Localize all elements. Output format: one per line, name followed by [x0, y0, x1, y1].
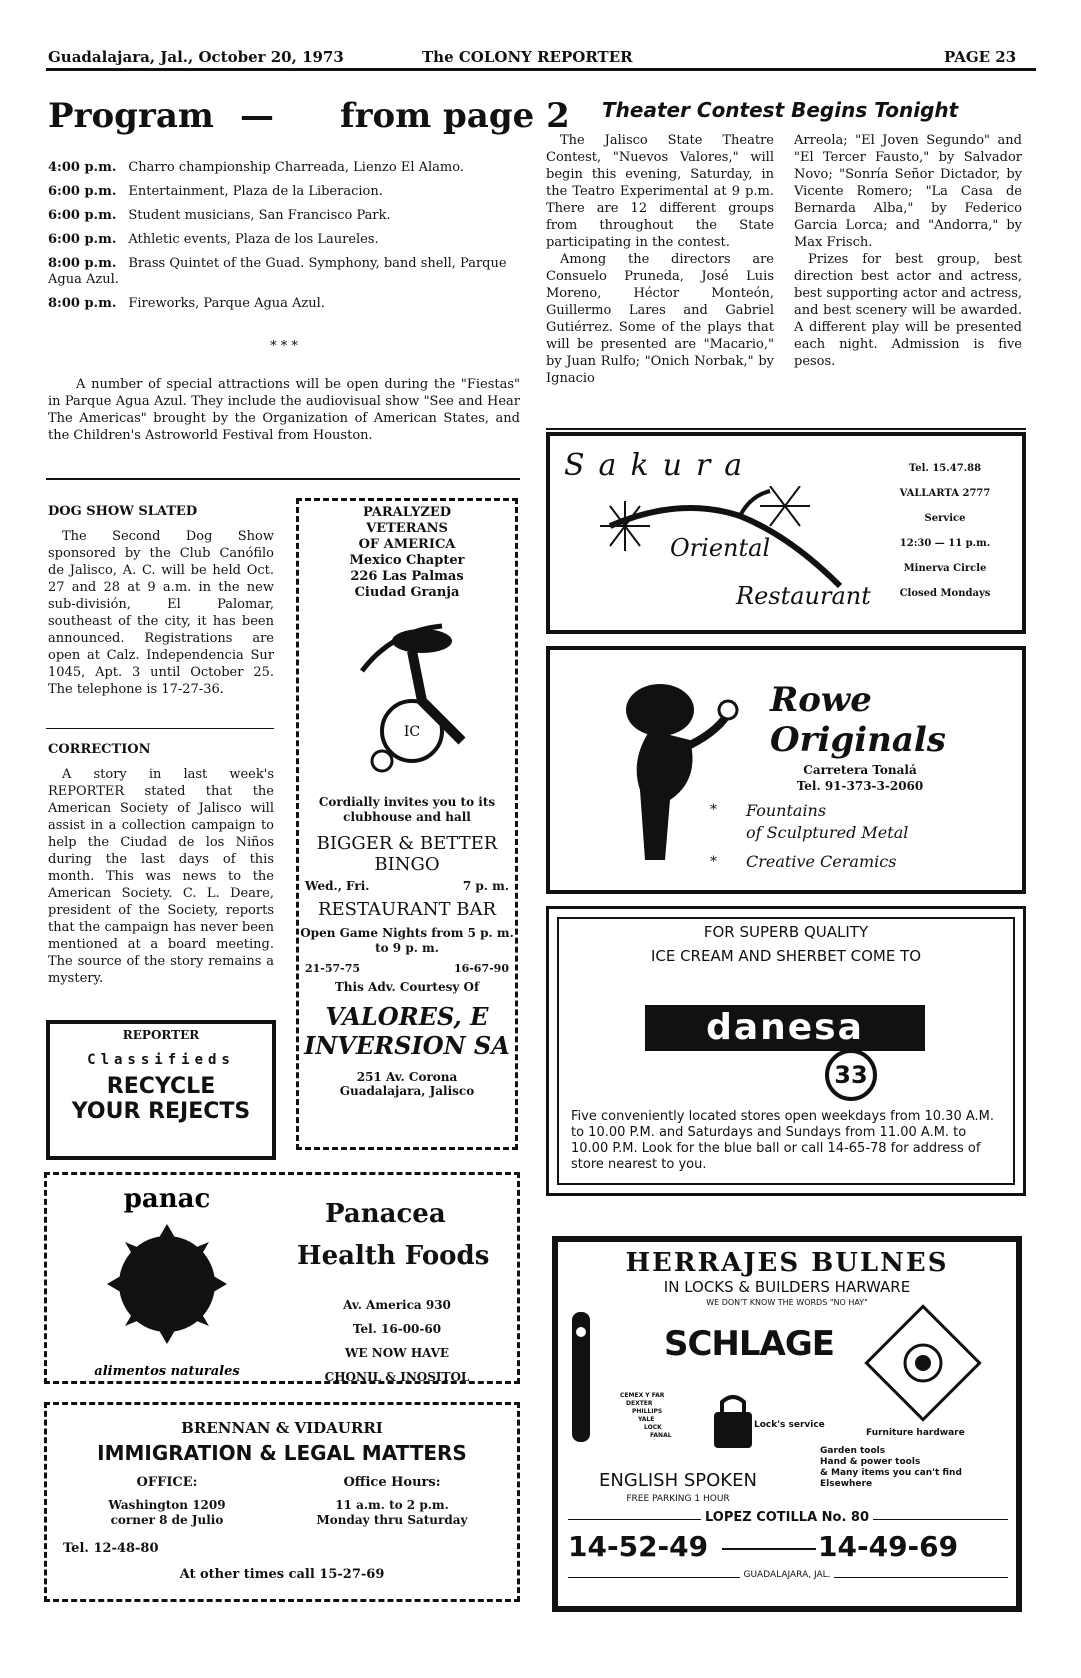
program-item-text: Entertainment, Plaza de la Liberacion. — [128, 184, 383, 199]
veterans-addr1: 251 Av. Corona — [356, 1070, 458, 1084]
panacea-address: Av. America 930 — [343, 1298, 451, 1312]
key-icon — [566, 1312, 596, 1442]
danesa-number: 33 — [825, 1049, 877, 1101]
program-item-text: Charro championship Charreada, Lienzo El Alamo. — [128, 160, 464, 175]
program-item-time: 6:00 p.m. — [48, 208, 117, 223]
program-item — [48, 160, 520, 176]
brennan-hours2: Monday thru Saturday — [316, 1513, 468, 1527]
brand-name: LOCK — [644, 1424, 662, 1431]
herrajes-brand: SCHLAGE — [663, 1324, 834, 1364]
veterans-open: Open Game Nights from 5 p. m. to 9 p. m. — [300, 926, 514, 955]
theater-col2 — [794, 132, 1022, 370]
program-item-time: 8:00 p.m. — [48, 256, 117, 271]
herrajes-sub: IN LOCKS & BUILDERS HARWARE — [663, 1278, 911, 1296]
classifieds-recycle: RECYCLE — [106, 1074, 216, 1099]
sakura-street: VALLARTA 2777 — [899, 488, 991, 499]
divider — [46, 478, 520, 480]
herrajes-phone2: 14-49-69 — [818, 1530, 959, 1563]
herrajes-garden1: Garden tools — [820, 1446, 886, 1456]
rowe-bullet1: * — [710, 802, 717, 818]
rowe-ad — [546, 646, 1026, 894]
sakura-service: Service — [924, 513, 966, 524]
veterans-l6: Ciudad Granja — [354, 585, 460, 600]
program-item — [48, 184, 520, 200]
program-item — [48, 208, 520, 224]
sakura-name: Sakura — [564, 448, 757, 483]
rowe-bullet2: * — [710, 854, 717, 870]
rowe-tel: Tel. 91-373-3-2060 — [796, 779, 924, 793]
theater-col2-p1: Arreola; "El Joven Segundo" and "El Tercer Fausto," by Salvador Novo; "Sonría Señor Dictador, by Vicente Romero; "La Casa de Bernarda Alba," by Federico Garcia Lorca; and "Andorra," by Max Frisch. — [794, 133, 1022, 250]
sakura-ad — [546, 432, 1026, 634]
veterans-bingo2: BINGO — [374, 854, 440, 875]
sakura-oriental: Oriental — [670, 534, 771, 562]
brennan-ad — [44, 1402, 520, 1602]
rowe-brand: Rowe Originals — [770, 680, 946, 760]
panacea-ad — [44, 1172, 520, 1384]
brennan-tel: Tel. 12-48-80 — [63, 1541, 159, 1556]
classifieds-box — [46, 1020, 276, 1160]
classifieds-rejects: YOUR REJECTS — [71, 1099, 251, 1124]
program-from: from page 2 — [340, 96, 570, 136]
danesa-line1: FOR SUPERB QUALITY — [703, 923, 869, 941]
herrajes-title: HERRAJES BULNES — [625, 1248, 949, 1278]
veterans-restaurant: RESTAURANT BAR — [317, 899, 497, 920]
rowe-item3: Creative Ceramics — [746, 852, 897, 871]
theater-col1 — [546, 132, 774, 387]
herrajes-address: LOPEZ COTILLA No. 80 — [701, 1510, 873, 1525]
brand-name: PHILLIPS — [632, 1408, 663, 1415]
page-number: PAGE 23 — [944, 48, 1017, 66]
herrajes-furniture: Furniture hardware — [866, 1428, 965, 1438]
veterans-bingo1: BIGGER & BETTER — [316, 833, 498, 854]
paper-name: The COLONY REPORTER — [422, 48, 633, 66]
brennan-hours-label: Office Hours: — [343, 1475, 441, 1490]
program-item-time: 6:00 p.m. — [48, 184, 117, 199]
dateline: Guadalajara, Jal., October 20, 1973 — [48, 48, 344, 66]
classifieds-label: Classifieds — [87, 1052, 235, 1068]
veterans-l5: 226 Las Palmas — [350, 569, 464, 584]
program-dash: — — [240, 96, 274, 136]
dog-show-title: DOG SHOW SLATED — [48, 504, 198, 519]
brennan-office1: Washington 1209 — [108, 1498, 226, 1512]
brand-name: FANAL — [650, 1432, 672, 1439]
panacea-ring-top: panac — [123, 1184, 211, 1214]
veterans-ad — [296, 498, 518, 1150]
header-rule — [46, 68, 1036, 71]
program-list — [48, 160, 520, 320]
veterans-days: Wed., Fri. — [305, 879, 370, 893]
herrajes-parking: FREE PARKING 1 HOUR — [626, 1494, 730, 1504]
theater-col2-p2: Prizes for best group, best direction best actor and actress, best supporting actor and actress, and best scenery will be awarded. A different play will be presented each night. Admission is five pesos. — [794, 252, 1022, 369]
danesa-line2: ICE CREAM AND SHERBET COME TO — [650, 947, 922, 965]
danesa-body: Five conveniently located stores open weekdays from 10.30 A.M. to 10.00 P.M. and Saturdays and Sundays from 11.00 A.M. to 10.00 P.M. Look for the blue ball or call 14-65-78 for address of store nearest to you. — [571, 1109, 994, 1172]
panacea-tel: Tel. 16-00-60 — [352, 1322, 442, 1336]
brennan-title: IMMIGRATION & LEGAL MATTERS — [97, 1441, 467, 1465]
rowe-item1: Fountains — [746, 801, 827, 820]
danesa-ad — [546, 906, 1026, 1196]
theater-col1-p2: Among the directors are Consuelo Pruneda, José Luis Moreno, Héctor Monteón, Guillermo Lares and Gabriel Gutiérrez. Some of the plays that will be presented are "Macario," by Juan Rulfo; "Onich Norbak," by Ignacio — [546, 252, 774, 386]
program-item-time: 6:00 p.m. — [48, 232, 117, 247]
veterans-l2: VETERANS — [366, 521, 448, 536]
brennan-office-label: OFFICE: — [136, 1475, 198, 1490]
herrajes-english: ENGLISH SPOKEN — [599, 1470, 757, 1491]
wheelchair-figure-icon — [302, 611, 512, 781]
veterans-l1: PARALYZED — [362, 505, 452, 520]
program-title: Program — [48, 96, 214, 136]
sakura-tel: Tel. 15.47.88 — [908, 463, 982, 474]
veterans-invite: Cordially invites you to its clubhouse and hall — [318, 795, 496, 824]
program-item-text: Brass Quintet of the Guad. Symphony, band shell, Parque Agua Azul. — [48, 256, 507, 287]
veterans-time: 7 p. m. — [462, 879, 509, 893]
program-item-time: 8:00 p.m. — [48, 296, 117, 311]
wheel-label: IC — [403, 724, 421, 740]
herrajes-phone1: 14-52-49 — [568, 1530, 709, 1563]
panacea-name1: Panacea — [325, 1199, 446, 1229]
program-item-text: Athletic events, Plaza de los Laureles. — [128, 232, 379, 247]
program-paragraph: A number of special attractions will be open during the "Fiestas" in Parque Agua Azul. They include the audiovisual show "See and Hear The Americas" brought by the Organization of American States, and the Children's Astroworld Festival from Houston. — [48, 377, 520, 443]
herrajes-city: GUADALAJARA, JAL. — [740, 1570, 835, 1580]
program-item-text: Student musicians, San Francisco Park. — [128, 208, 391, 223]
sakura-closed: Closed Mondays — [899, 588, 991, 599]
classifieds-reporter: REPORTER — [122, 1028, 200, 1042]
panacea-have: WE NOW HAVE — [344, 1346, 450, 1360]
herrajes-ad — [552, 1236, 1022, 1612]
brand-name: DEXTER — [626, 1400, 653, 1407]
rowe-item2: of Sculptured Metal — [746, 823, 909, 842]
brennan-firm: BRENNAN & VIDAURRI — [181, 1419, 383, 1437]
program-item — [48, 232, 520, 248]
veterans-courtesy: This Adv. Courtesy Of — [334, 980, 480, 994]
herrajes-garden4: Elsewhere — [820, 1479, 873, 1489]
veterans-l3: OF AMERICA — [358, 537, 456, 552]
rowe-address: Carretera Tonalá — [803, 763, 917, 777]
theater-col1-p1: The Jalisco State Theatre Contest, "Nuevos Valores," will begin this evening, Saturday, in the Teatro Experimental at 9 p.m. There are 12 different groups from throughout the State participating in the contest. — [546, 133, 774, 250]
padlock-icon — [708, 1392, 758, 1452]
sun-logo-icon — [57, 1179, 277, 1379]
danesa-logo: danesa — [706, 1007, 864, 1048]
sakura-hours: 12:30 — 11 p.m. — [899, 538, 991, 549]
program-item — [48, 296, 520, 312]
sculpture-figure-icon — [610, 670, 740, 870]
veterans-tel1: 21-57-75 — [305, 962, 361, 975]
brennan-office2: corner 8 de Julio — [110, 1513, 224, 1527]
panacea-items: CHONIL & INOSITOL — [324, 1370, 470, 1384]
veterans-addr2: Guadalajara, Jalisco — [339, 1084, 475, 1098]
divider — [722, 1548, 816, 1550]
sakura-restaurant: Restaurant — [736, 582, 871, 610]
valores-logo2: INVERSION SA — [304, 1031, 510, 1060]
dog-show-text: The Second Dog Show sponsored by the Club Canófilo de Jalisco, A. C. will be held Oct. 27 and 28 at 9 a.m. in the new sub-división, El Palomar, southeast of the city, it has been announced. Registrations are open at Calz. Independencia Sur 1045, Apt. 3 until October 25. The telephone is 17-27-36. — [48, 529, 274, 697]
program-stars: * * * — [270, 339, 298, 354]
valores-logo1: VALORES, E — [325, 1002, 489, 1031]
brand-name: CEMEX Y FAR — [620, 1392, 665, 1399]
brennan-other: At other times call 15-27-69 — [179, 1567, 385, 1582]
panacea-ring-bottom: alimentos naturales — [94, 1364, 240, 1379]
sakura-circle: Minerva Circle — [903, 563, 987, 574]
program-item-time: 4:00 p.m. — [48, 160, 117, 175]
veterans-l4: Mexico Chapter — [349, 553, 465, 568]
brennan-hours1: 11 a.m. to 2 p.m. — [335, 1498, 449, 1512]
correction-text: A story in last week's REPORTER stated that the American Society of Jalisco will assist in a collection campaign to help the Ciudad de los Niños during the last days of this month. This was news to the American Society. C. L. Deare, president of the Society, reports that the campaign has never been mentioned at a board meeting. The source of the story remains a mystery. — [48, 767, 274, 986]
panacea-name2: Health Foods — [297, 1241, 490, 1271]
herrajes-tag: WE DON'T KNOW THE WORDS "NO HAY" — [706, 1298, 868, 1307]
divider — [546, 428, 1026, 430]
theater-title: Theater Contest Begins Tonight — [602, 98, 959, 122]
program-item-text: Fireworks, Parque Agua Azul. — [128, 296, 325, 311]
brand-name: YALE — [638, 1416, 655, 1423]
doorknob-icon — [858, 1298, 988, 1428]
correction-title: CORRECTION — [48, 742, 151, 757]
herrajes-garden3: & Many items you can't find — [820, 1468, 962, 1478]
program-item — [48, 256, 520, 288]
herrajes-garden2: Hand & power tools — [820, 1457, 921, 1467]
divider — [46, 728, 274, 729]
veterans-tel2: 16-67-90 — [453, 962, 509, 975]
herrajes-locks: Lock's service — [754, 1420, 825, 1430]
